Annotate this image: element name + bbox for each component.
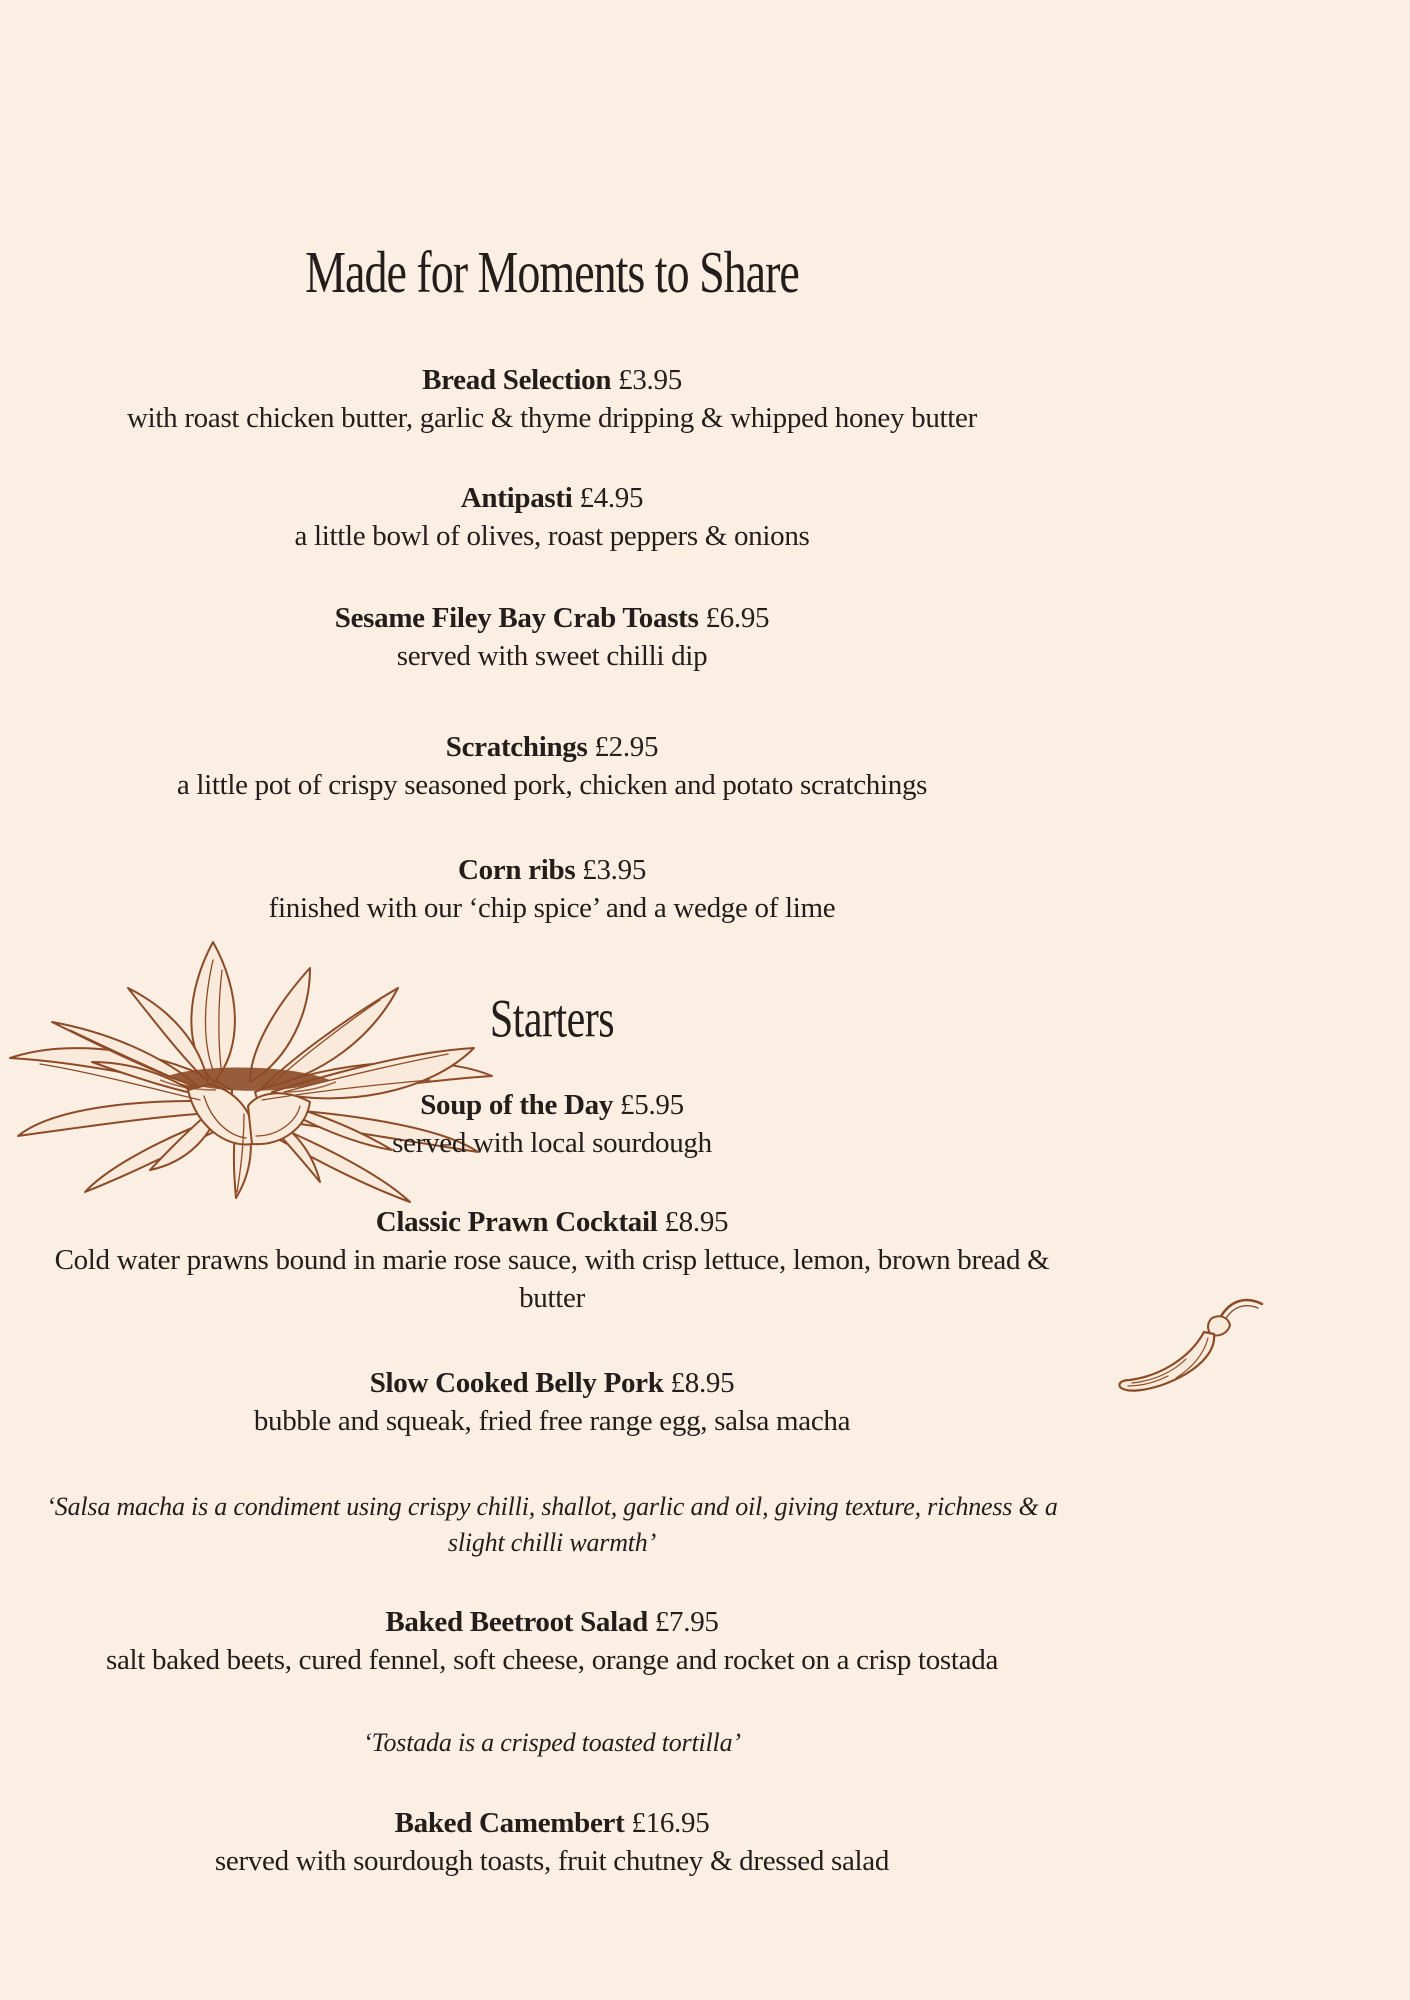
item-description: with roast chicken butter, garlic & thyme dripping & whipped honey butter [127,402,977,434]
item-price: £8.95 [670,1367,735,1399]
flower-icon [0,930,500,1225]
item-heading [0,1086,1104,1124]
menu-item-belly-pork [0,1364,1104,1440]
item-price: £7.95 [654,1606,719,1638]
menu-item-antipasti [0,479,1104,555]
note-text: ‘Salsa macha is a condiment using crispy chilli, shallot, garlic and oil, giving texture, richness & a slight chilli warmth’ [46,1492,1058,1557]
item-price: £5.95 [620,1089,684,1121]
item-description: a little bowl of olives, roast peppers & onions [294,520,810,552]
item-name: Classic Prawn Cocktail [375,1206,658,1238]
item-name: Bread Selection [422,364,612,396]
item-description: salt baked beets, cured fennel, soft cheese, orange and rocket on a crisp tostada [105,1644,999,1676]
menu-item-soup-of-the-day [0,1086,1104,1162]
note-salsa-macha [0,1489,1104,1561]
item-heading [0,728,1104,766]
section-heading-text: Starters [489,990,615,1050]
item-heading [0,479,1104,517]
item-heading [0,1203,1104,1241]
item-description: a little pot of crispy seasoned pork, chicken and potato scratchings [176,769,928,801]
menu-item-bread-selection [0,361,1104,437]
item-heading [0,1364,1104,1402]
note-text: ‘Tostada is a crisped toasted tortilla’ [363,1728,741,1757]
item-price: £3.95 [582,854,647,886]
item-heading [0,599,1104,637]
note-tostada [0,1725,1104,1761]
item-description: served with sourdough toasts, fruit chutney & dressed salad [214,1845,890,1877]
item-name: Baked Camembert [394,1807,625,1839]
item-heading [0,361,1104,399]
item-description: bubble and squeak, fried free range egg, salsa macha [253,1405,851,1437]
item-heading [0,851,1104,889]
item-name: Corn ribs [457,854,576,886]
item-name: Soup of the Day [420,1089,614,1121]
menu-item-crab-toasts [0,599,1104,675]
item-description: served with local sourdough [392,1127,712,1159]
menu-item-scratchings [0,728,1104,804]
page-title-text: Made for Moments to Share [305,239,799,305]
menu-item-beetroot-salad [0,1603,1104,1679]
item-price: £8.95 [664,1206,729,1238]
item-description: finished with our ‘chip spice’ and a wedge of lime [268,892,836,924]
item-heading [0,1804,1104,1842]
item-price: £2.95 [594,731,659,763]
menu-item-corn-ribs [0,851,1104,927]
item-name: Scratchings [445,731,588,763]
item-description: served with sweet chilli dip [396,640,708,672]
item-price: £6.95 [705,602,770,634]
item-price: £4.95 [579,482,644,514]
item-name: Slow Cooked Belly Pork [369,1367,664,1399]
item-price: £16.95 [631,1807,710,1839]
item-name: Sesame Filey Bay Crab Toasts [334,602,699,634]
page-title [0,240,1104,306]
item-price: £3.95 [618,364,682,396]
chilli-icon [1110,1294,1270,1401]
item-name: Antipasti [460,482,573,514]
item-heading [0,1603,1104,1641]
item-description: Cold water prawns bound in marie rose sauce, with crisp lettuce, lemon, brown bread & butter [54,1244,1050,1314]
section-heading-starters [0,988,1104,1052]
menu-item-baked-camembert [0,1804,1104,1880]
menu-item-prawn-cocktail [0,1203,1104,1317]
item-name: Baked Beetroot Salad [385,1606,648,1638]
